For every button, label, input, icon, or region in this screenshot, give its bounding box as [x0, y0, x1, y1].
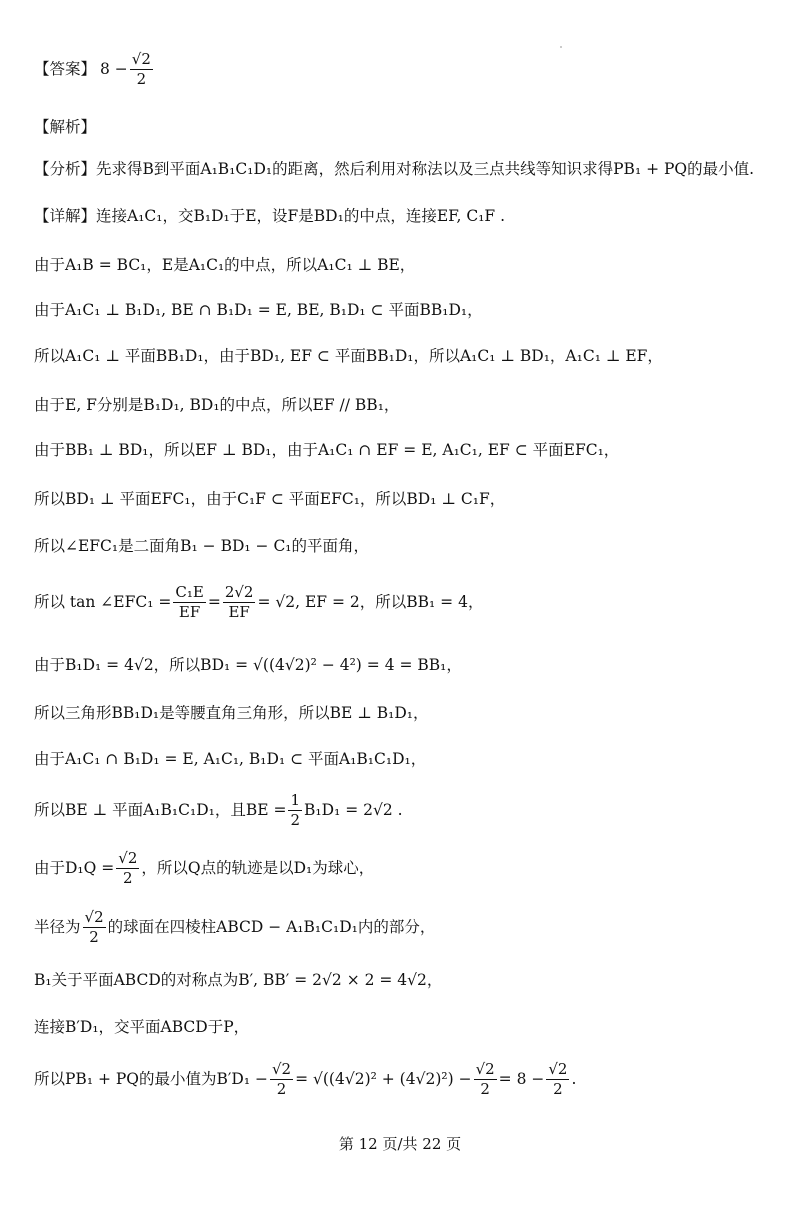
- step-text: 所以BD₁ ⊥ 平面EFC₁，由于C₁F ⊂ 平面EFC₁，所以BD₁ ⊥ C₁F，: [34, 490, 506, 508]
- step-text: 所以A₁C₁ ⊥ 平面BB₁D₁，由于BD₁, EF ⊂ 平面BB₁D₁，所以A₁C₁ ⊥ BD₁，A₁C₁ ⊥ EF，: [34, 347, 663, 365]
- tan-f1-num: C₁E: [175, 583, 204, 601]
- tan-fraction-1: [173, 585, 205, 620]
- answer-fraction: [130, 52, 153, 87]
- step-line: [34, 1020, 780, 1036]
- tan-f1-den: EF: [178, 603, 201, 621]
- step-text: 由于E, F分别是B₁D₁, BD₁的中点，所以EF // BB₁，: [34, 396, 400, 414]
- step-text: B₁关于平面ABCD的对称点为B′, BB′ = 2√2 × 2 = 4√2，: [34, 971, 443, 989]
- dq-rest: ，所以Q点的轨迹是以D₁为球心，: [141, 858, 375, 877]
- step-text: 由于A₁C₁ ⊥ B₁D₁, BE ∩ B₁D₁ = E, BE, B₁D₁ ⊂ 平面BB₁D₁，: [34, 301, 483, 319]
- tan-eq: =: [207, 592, 221, 611]
- step-text: 连接B′D₁，交平面ABCD于P，: [34, 1018, 250, 1036]
- step-line: [34, 706, 780, 722]
- radius-line: [34, 910, 780, 945]
- answer-prefix: 8 −: [100, 59, 128, 78]
- analysis-label-text: 【解析】: [34, 118, 97, 136]
- step-text: 由于BB₁ ⊥ BD₁，所以EF ⊥ BD₁，由于A₁C₁ ∩ EF = E, A₁C₁, EF ⊂ 平面EFC₁，: [34, 441, 620, 459]
- answer-frac-den: 2: [136, 70, 147, 88]
- detail-intro-text: 【详解】连接A₁C₁，交B₁D₁于E，设F是BD₁的中点，连接EF, C₁F .: [34, 207, 506, 225]
- step-text: 所以∠EFC₁是二面角B₁ − BD₁ − C₁的平面角，: [34, 537, 370, 555]
- step-line: [34, 443, 780, 459]
- b1d1-line: [34, 658, 780, 674]
- step-line: [34, 752, 780, 768]
- dq-num: √2: [118, 849, 138, 867]
- final-fraction-2: [474, 1062, 497, 1097]
- final-f2-num: √2: [475, 1060, 495, 1078]
- tan-line: [34, 585, 780, 620]
- final-f3-num: √2: [548, 1060, 568, 1078]
- tan-f2-den: EF: [228, 603, 250, 621]
- scan-speck: [560, 46, 562, 48]
- step-line: [34, 398, 780, 414]
- final-prefix: 所以PB₁ + PQ的最小值为B′D₁ −: [34, 1069, 268, 1088]
- fenxi-line: [34, 162, 780, 178]
- final-f1-den: 2: [276, 1080, 287, 1098]
- be-prefix: 所以BE ⊥ 平面A₁B₁C₁D₁，且BE =: [34, 800, 287, 819]
- be-den: 2: [290, 811, 301, 829]
- answer-label: 【答案】: [34, 59, 97, 78]
- tan-f2-num: 2√2: [224, 583, 254, 601]
- fenxi-text: 【分析】先求得B到平面A₁B₁C₁D₁的距离，然后利用对称法以及三点共线等知识求得PB₁ + PQ的最小值.: [34, 160, 755, 178]
- radius-rest: 的球面在四棱柱ABCD − A₁B₁C₁D₁内的部分，: [107, 917, 436, 936]
- radius-fraction: [83, 910, 106, 945]
- step-line: [34, 539, 780, 555]
- step-line: [34, 303, 780, 319]
- page-footer: 第 12 页/共 22 页: [338, 1135, 462, 1153]
- be-fraction: [288, 793, 302, 828]
- final-f2-den: 2: [480, 1080, 490, 1098]
- step-line: [34, 973, 780, 989]
- step-text: 由于A₁B = BC₁，E是A₁C₁的中点，所以A₁C₁ ⊥ BE，: [34, 256, 416, 274]
- step-text: 由于A₁C₁ ∩ B₁D₁ = E, A₁C₁, B₁D₁ ⊂ 平面A₁B₁C₁D₁，: [34, 750, 427, 768]
- step-text: 所以三角形BB₁D₁是等腰直角三角形，所以BE ⊥ B₁D₁，: [34, 704, 429, 722]
- dq-fraction: [116, 851, 139, 886]
- final-fraction-3: [546, 1062, 569, 1097]
- answer-frac-num: √2: [131, 50, 151, 68]
- step-line: [34, 492, 780, 508]
- dq-den: 2: [123, 869, 133, 887]
- final-end: .: [571, 1069, 577, 1088]
- b1d1-text: 由于B₁D₁ = 4√2，所以BD₁ = √((4√2)² − 4²) = 4 = BB₁，: [34, 656, 462, 674]
- answer-line: [34, 52, 780, 87]
- tan-prefix: 所以 tan ∠EFC₁ =: [34, 592, 172, 611]
- step-line: [34, 258, 780, 274]
- dq-line: [34, 851, 780, 886]
- final-f3-den: 2: [553, 1080, 563, 1098]
- dq-prefix: 由于D₁Q =: [34, 858, 115, 877]
- tan-fraction-2: [223, 585, 256, 620]
- final-mid: = √((4√2)² + (4√2)²) −: [295, 1069, 472, 1088]
- tan-rest: = √2, EF = 2，所以BB₁ = 4，: [257, 592, 484, 611]
- final-fraction-1: [270, 1062, 293, 1097]
- final-line: [34, 1062, 780, 1097]
- be-num: 1: [290, 791, 301, 809]
- final-f1-num: √2: [271, 1060, 292, 1078]
- final-mid2: = 8 −: [498, 1069, 545, 1088]
- be-rest: B₁D₁ = 2√2 .: [304, 800, 403, 819]
- radius-den: 2: [89, 928, 99, 946]
- detail-intro-line: [34, 209, 780, 225]
- radius-num: √2: [84, 908, 104, 926]
- analysis-label: [34, 120, 780, 136]
- radius-prefix: 半径为: [34, 917, 81, 936]
- be-line: [34, 793, 780, 828]
- step-line: [34, 349, 780, 365]
